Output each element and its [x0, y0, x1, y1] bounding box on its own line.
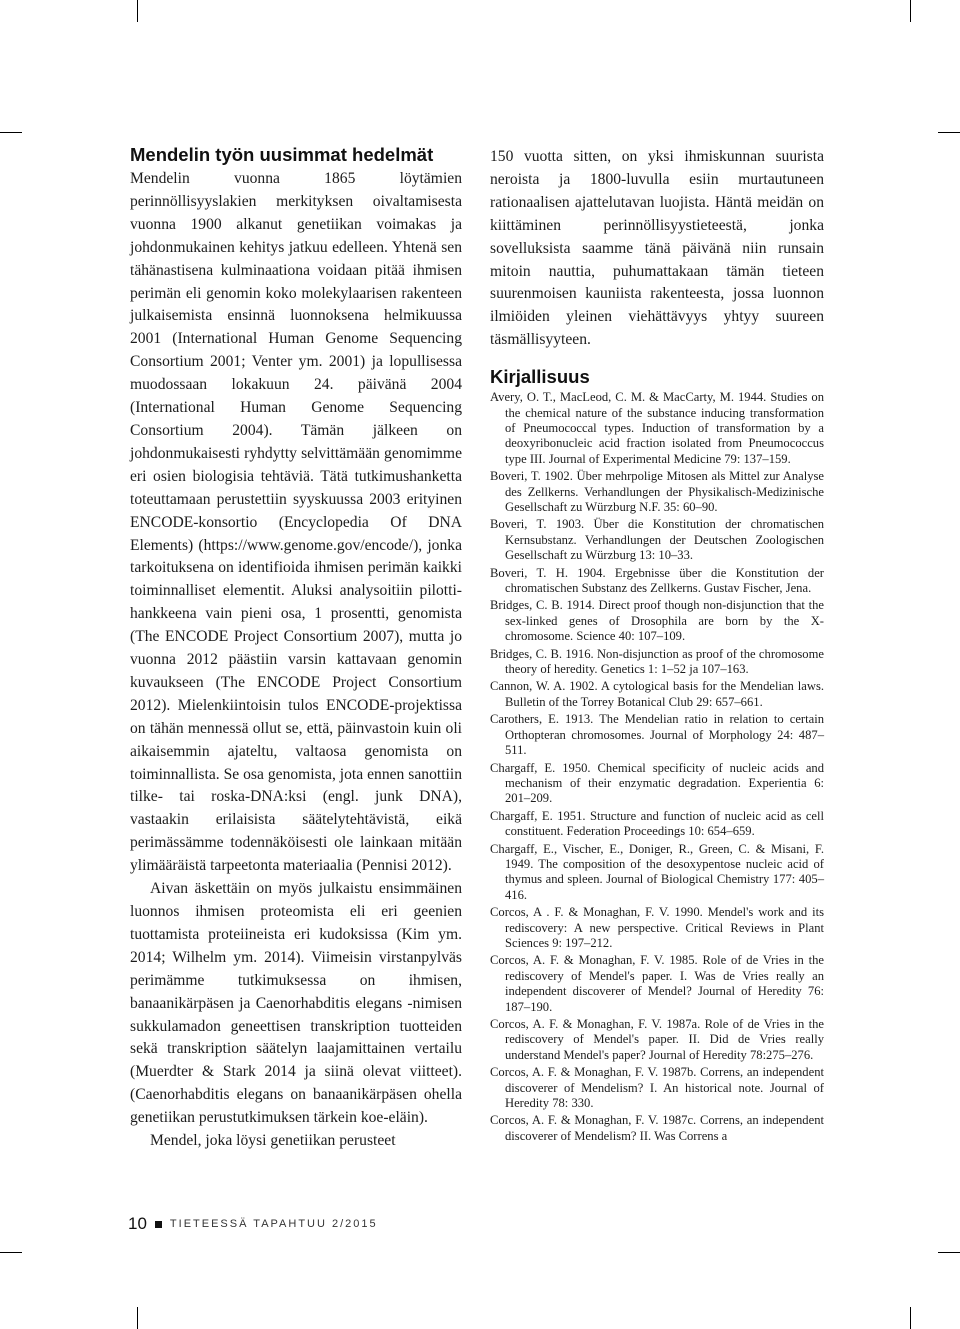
- reference-item: Chargaff, E. 1950. Chemical specificity of nucleic acids and mechanism of their enzymatic degradation. Experientia 6: 201–209.: [490, 760, 824, 806]
- crop-mark: [938, 1252, 960, 1253]
- reference-item: Chargaff, E. 1951. Structure and function of nucleic acid as cell constituent. Federation Proceedings 10: 654–659.: [490, 808, 824, 839]
- crop-mark: [137, 0, 138, 22]
- crop-mark: [0, 132, 22, 133]
- reference-item: Boveri, T. H. 1904. Ergebnisse über die Konstitution der chromatischen Substanz des Zellkerns. Gustav Fischer, Jena.: [490, 565, 824, 596]
- section-heading: Mendelin työn uusimmat hedelmät: [130, 144, 434, 165]
- reference-item: Corcos, A. F. & Monaghan, F. V. 1985. Role of de Vries in the rediscovery of Mendel's paper. I. Was de Vries really an independent discoverer of Mendel? Journal of Heredity 76: 187–190.: [490, 953, 824, 1014]
- reference-item: Corcos, A. F. & Monaghan, F. V. 1987b. Correns, an independent discoverer of Mendelism? I. An historical note. Journal of Heredity 78: 330.: [490, 1065, 824, 1111]
- reference-item: Bridges, C. B. 1916. Non-disjunction as proof of the chromosome theory of heredity. Genetics 1: 1–52 ja 107–163.: [490, 646, 824, 677]
- square-bullet-icon: [155, 1221, 162, 1228]
- reference-item: Bridges, C. B. 1914. Direct proof though non-disjunction that the sex-linked genes of Drosophila are born by the X-chromosome. Science 40: 107–109.: [490, 598, 824, 644]
- crop-mark: [137, 1307, 138, 1329]
- crop-mark: [938, 132, 960, 133]
- references-section: [490, 366, 824, 1144]
- reference-item: Cannon, W. A. 1902. A cytological basis for the Mendelian laws. Bulletin of the Torrey Botanical Club 29: 657–661.: [490, 679, 824, 709]
- reference-item: Chargaff, E., Vischer, E., Doniger, R., Green, C. & Misani, F. 1949. The composition of the desoxypentose nucleic acid of thymus and spleen. Journal of Biological Chemistry 177: 405–416.: [490, 841, 824, 902]
- body-paragraph: 150 vuotta sitten, on yksi ihmiskunnan suurista neroista ja 1800-luvulla esiin murtautuneen rationaalisen ajattelutavan luojista. Häntä meidän on kiittäminen perinnöllisyystieteestä, jonka sovelluksista saamme tänä päivänä niin runsain mitoin nauttia, puhumattakaan tämän tieteen suurenmoisen kauniista rakenteesta, jossa luonnon ilmiöiden yleinen viehättävyys yhtyy suureen täsmällisyyteen.: [490, 148, 824, 349]
- reference-item: Avery, O. T., MacLeod, C. M. & MacCarty, M. 1944. Studies on the chemical nature of the substance inducing transformation of Pneumococcal types. Induction of transformation by a deoxyribonucleic acid fraction isolated from Pneumococcus type III. Journal of Experimental Medicine 79: 137–159.: [490, 390, 824, 466]
- left-column: [130, 144, 462, 1153]
- reference-item: Boveri, T. 1903. Über die Konstitution der chromatischen Kernsubstanz. Verhandlungen der Deutschen Zoologischen Gesellschaft zu Würzburg 13: 10–33.: [490, 517, 824, 563]
- reference-item: Carothers, E. 1913. The Mendelian ratio in relation to certain Orthopteran chromosomes. Journal of Morphology 24: 487–511.: [490, 712, 824, 758]
- reference-item: Boveri, T. 1902. Über mehrpolige Mitosen als Mittel zur Analyse des Zellkerns. Verhandlungen der Physikalisch-Medizinische Gesellschaft zu Würzburg N.F. 35: 60–90.: [490, 469, 824, 514]
- reference-item: Corcos, A. F. & Monaghan, F. V. 1987c. Correns, an independent discoverer of Mendelism? II. Was Correns a: [490, 1113, 824, 1143]
- references-heading: Kirjallisuus: [490, 366, 590, 388]
- right-column: [490, 146, 824, 1146]
- body-paragraph: Mendel, joka löysi genetiikan perusteet: [150, 1132, 396, 1150]
- crop-mark: [0, 1252, 22, 1253]
- crop-mark: [910, 1307, 911, 1329]
- body-paragraph: Aivan äskettäin on myös julkaistu ensimmäinen luonnos ihmisen proteomista eli eri geenien tuottamista proteiineista eri kudoksissa (Kim ym. 2014; Wilhelm ym. 2014). Viimeisin virstanpylväs perimämme tutkimuksessa on ihmisen, banaanikärpäsen ja Caenorhabditis elegans -nimisen sukkulamadon geneettisen transkription tuotteiden sekä transkription säätelyn laajamittainen vertailu (Muerdter & Stark 2014 ja siinä olevat viitteet). (Caenorhabditis elegans on banaanikärpäsen ohella genetiikan perustutkimuksen tärkein koe-eläin).: [130, 880, 462, 1127]
- page-footer: [128, 1214, 378, 1234]
- reference-item: Corcos, A . F. & Monaghan, F. V. 1990. Mendel's work and its rediscovery: A new perspective. Critical Reviews in Plant Sciences 9: 197–212.: [490, 905, 824, 950]
- reference-item: Corcos, A. F. & Monaghan, F. V. 1987a. Role of de Vries in the rediscovery of Mendel's paper. II. Did de Vries really understand Mendel's paper? Journal of Heredity 78:275–276.: [490, 1017, 824, 1062]
- page-number: 10: [128, 1214, 147, 1233]
- crop-mark: [910, 0, 911, 22]
- body-paragraph: Mendelin vuonna 1865 löytämien perinnöllisyyslakien merkityksen oivaltamisesta vuonna 1900 alkanut genetiikan voimakas ja johdonmukainen kehitys jatkuu edelleen. Yhtenä sen tähänastisena kulminaationa voidaan pitää ihmisen perimän eli genomin koko molekylaarisen rakenteen julkaisemista ensinnä luonnoksena helmikuussa 2001 (International Human Genome Sequencing Consortium 2001; Venter ym. 2001) ja lopullisessa muodossaan lokakuun 24. päivänä 2004 (International Human Genome Sequencing Consortium 2004). Tämän jälkeen on johdonmukaisesti ryhdytty selvittämään genomimme eri osien biologisia tehtäviä. Tätä tutkimushanketta toteuttamaan perustettiin syyskuussa 2003 erityinen ENCODE-konsortio (Encyclopedia Of DNA Elements) (https://www.genome.gov/encode/), jonka tarkoituksena on identifioida ihmisen perimän kaikki toiminnalliset elementit. Aluksi analysoitiin pilotti-hankkeena vain pieni osa, 1 prosentti, genomista (The ENCODE Project Consortium 2007), mutta jo vuonna 2012 päästiin varsin kattavaan genomin kuvaukseen (The ENCODE Project Consortium 2012). Mielenkiintoisin tulos ENCODE-projektissa on tähän mennessä ollut se, että, päinvastoin kuin oli aikaisemmin ajateltu, valtaosa genomista on toiminnallista. Se osa genomista, jota ennen sanottiin tilke- tai roska-DNA:ksi (engl. junk DNA), vastaakin erilaisista säätelytehtävistä, eikä perimässämme todennäköisesti ole lainkaan mitään ylimääräistä tarpeetonta materiaalia (Pennisi 2012).: [130, 170, 462, 875]
- journal-name: TIETEESSÄ TAPAHTUU 2/2015: [169, 1218, 378, 1230]
